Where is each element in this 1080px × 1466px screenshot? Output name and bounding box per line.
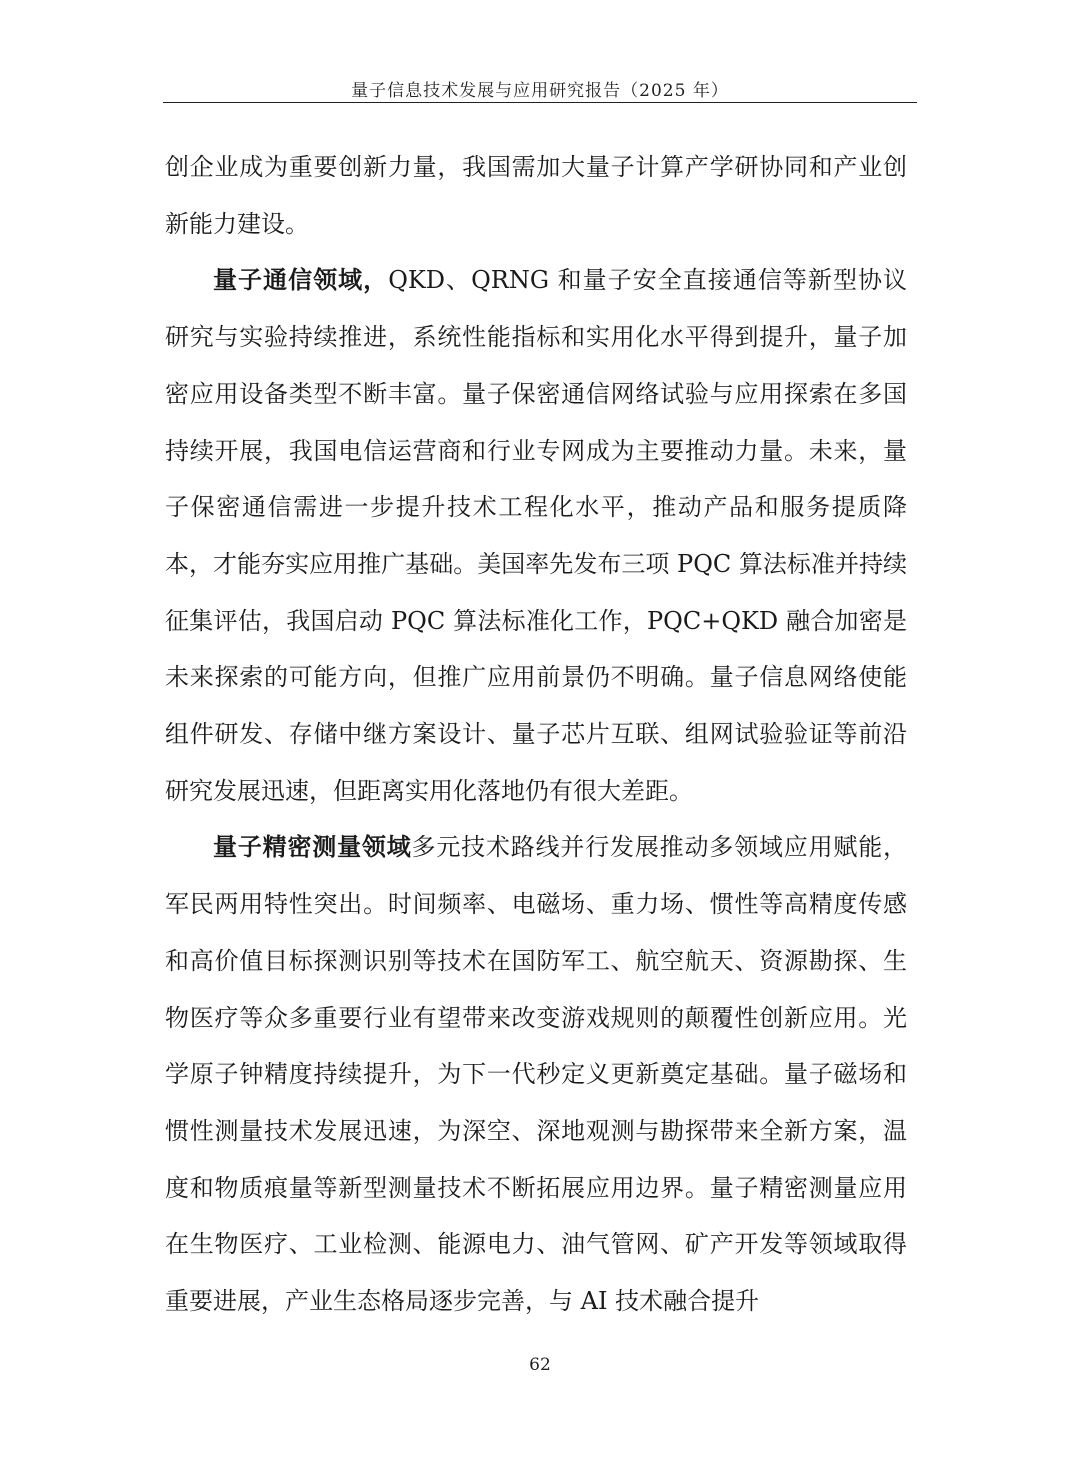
paragraph-quantum-communication — [165, 252, 907, 819]
paragraph-text: 创企业成为重要创新力量，我国需加大量子计算产学研协同和产业创新能力建设。 — [165, 153, 907, 238]
header-divider — [163, 102, 917, 103]
running-header-title: 量子信息技术发展与应用研究报告（2025 年） — [351, 81, 729, 101]
paragraph-lead-heading: 量子精密测量领域 — [213, 833, 412, 862]
paragraph-lead-heading: 量子通信领域， — [213, 266, 389, 295]
report-body — [165, 139, 907, 1330]
paragraph-text: 多元技术路线并行发展推动多领域应用赋能，军民两用特性突出。时间频率、电磁场、重力场、惯性等高精度传感和高价值目标探测识别等技术在国防军工、航空航天、资源勘探、生物医疗等众多重要行业有望带来改变游戏规则的颠覆性创新应用。光学原子钟精度持续提升，为下一代秒定义更新奠定基础。量子磁场和惯性测量技术发展迅速，为深空、深地观测与勘探带来全新方案，温度和物质痕量等新型测量技术不断拓展应用边界。量子精密测量应用在生物医疗、工业检测、能源电力、油气管网、矿产开发等领域取得重要进展，产业生态格局逐步完善，与 AI 技术融合提升 — [165, 833, 908, 1316]
page-number: 62 — [529, 1355, 551, 1375]
paragraph-quantum-metrology — [165, 819, 907, 1329]
paragraph-text: QKD、QRNG 和量子安全直接通信等新型协议研究与实验持续推进，系统性能指标和实用化水平得到提升，量子加密应用设备类型不断丰富。量子保密通信网络试验与应用探索在多国持续开展，我国电信运营商和行业专网成为主要推动力量。未来，量子保密通信需进一步提升技术工程化水平，推动产品和服务提质降本，才能夯实应用推广基础。美国率先发布三项 PQC 算法标准并持续征集评估，我国启动 PQC 算法标准化工作，PQC+QKD 融合加密是未来探索的可能方向，但推广应用前景仍不明确。量子信息网络使能组件研发、存储中继方案设计、量子芯片互联、组网试验验证等前沿研究发展迅速，但距离实用化落地仍有很大差距。 — [165, 266, 907, 805]
paragraph-continuation — [165, 139, 907, 252]
